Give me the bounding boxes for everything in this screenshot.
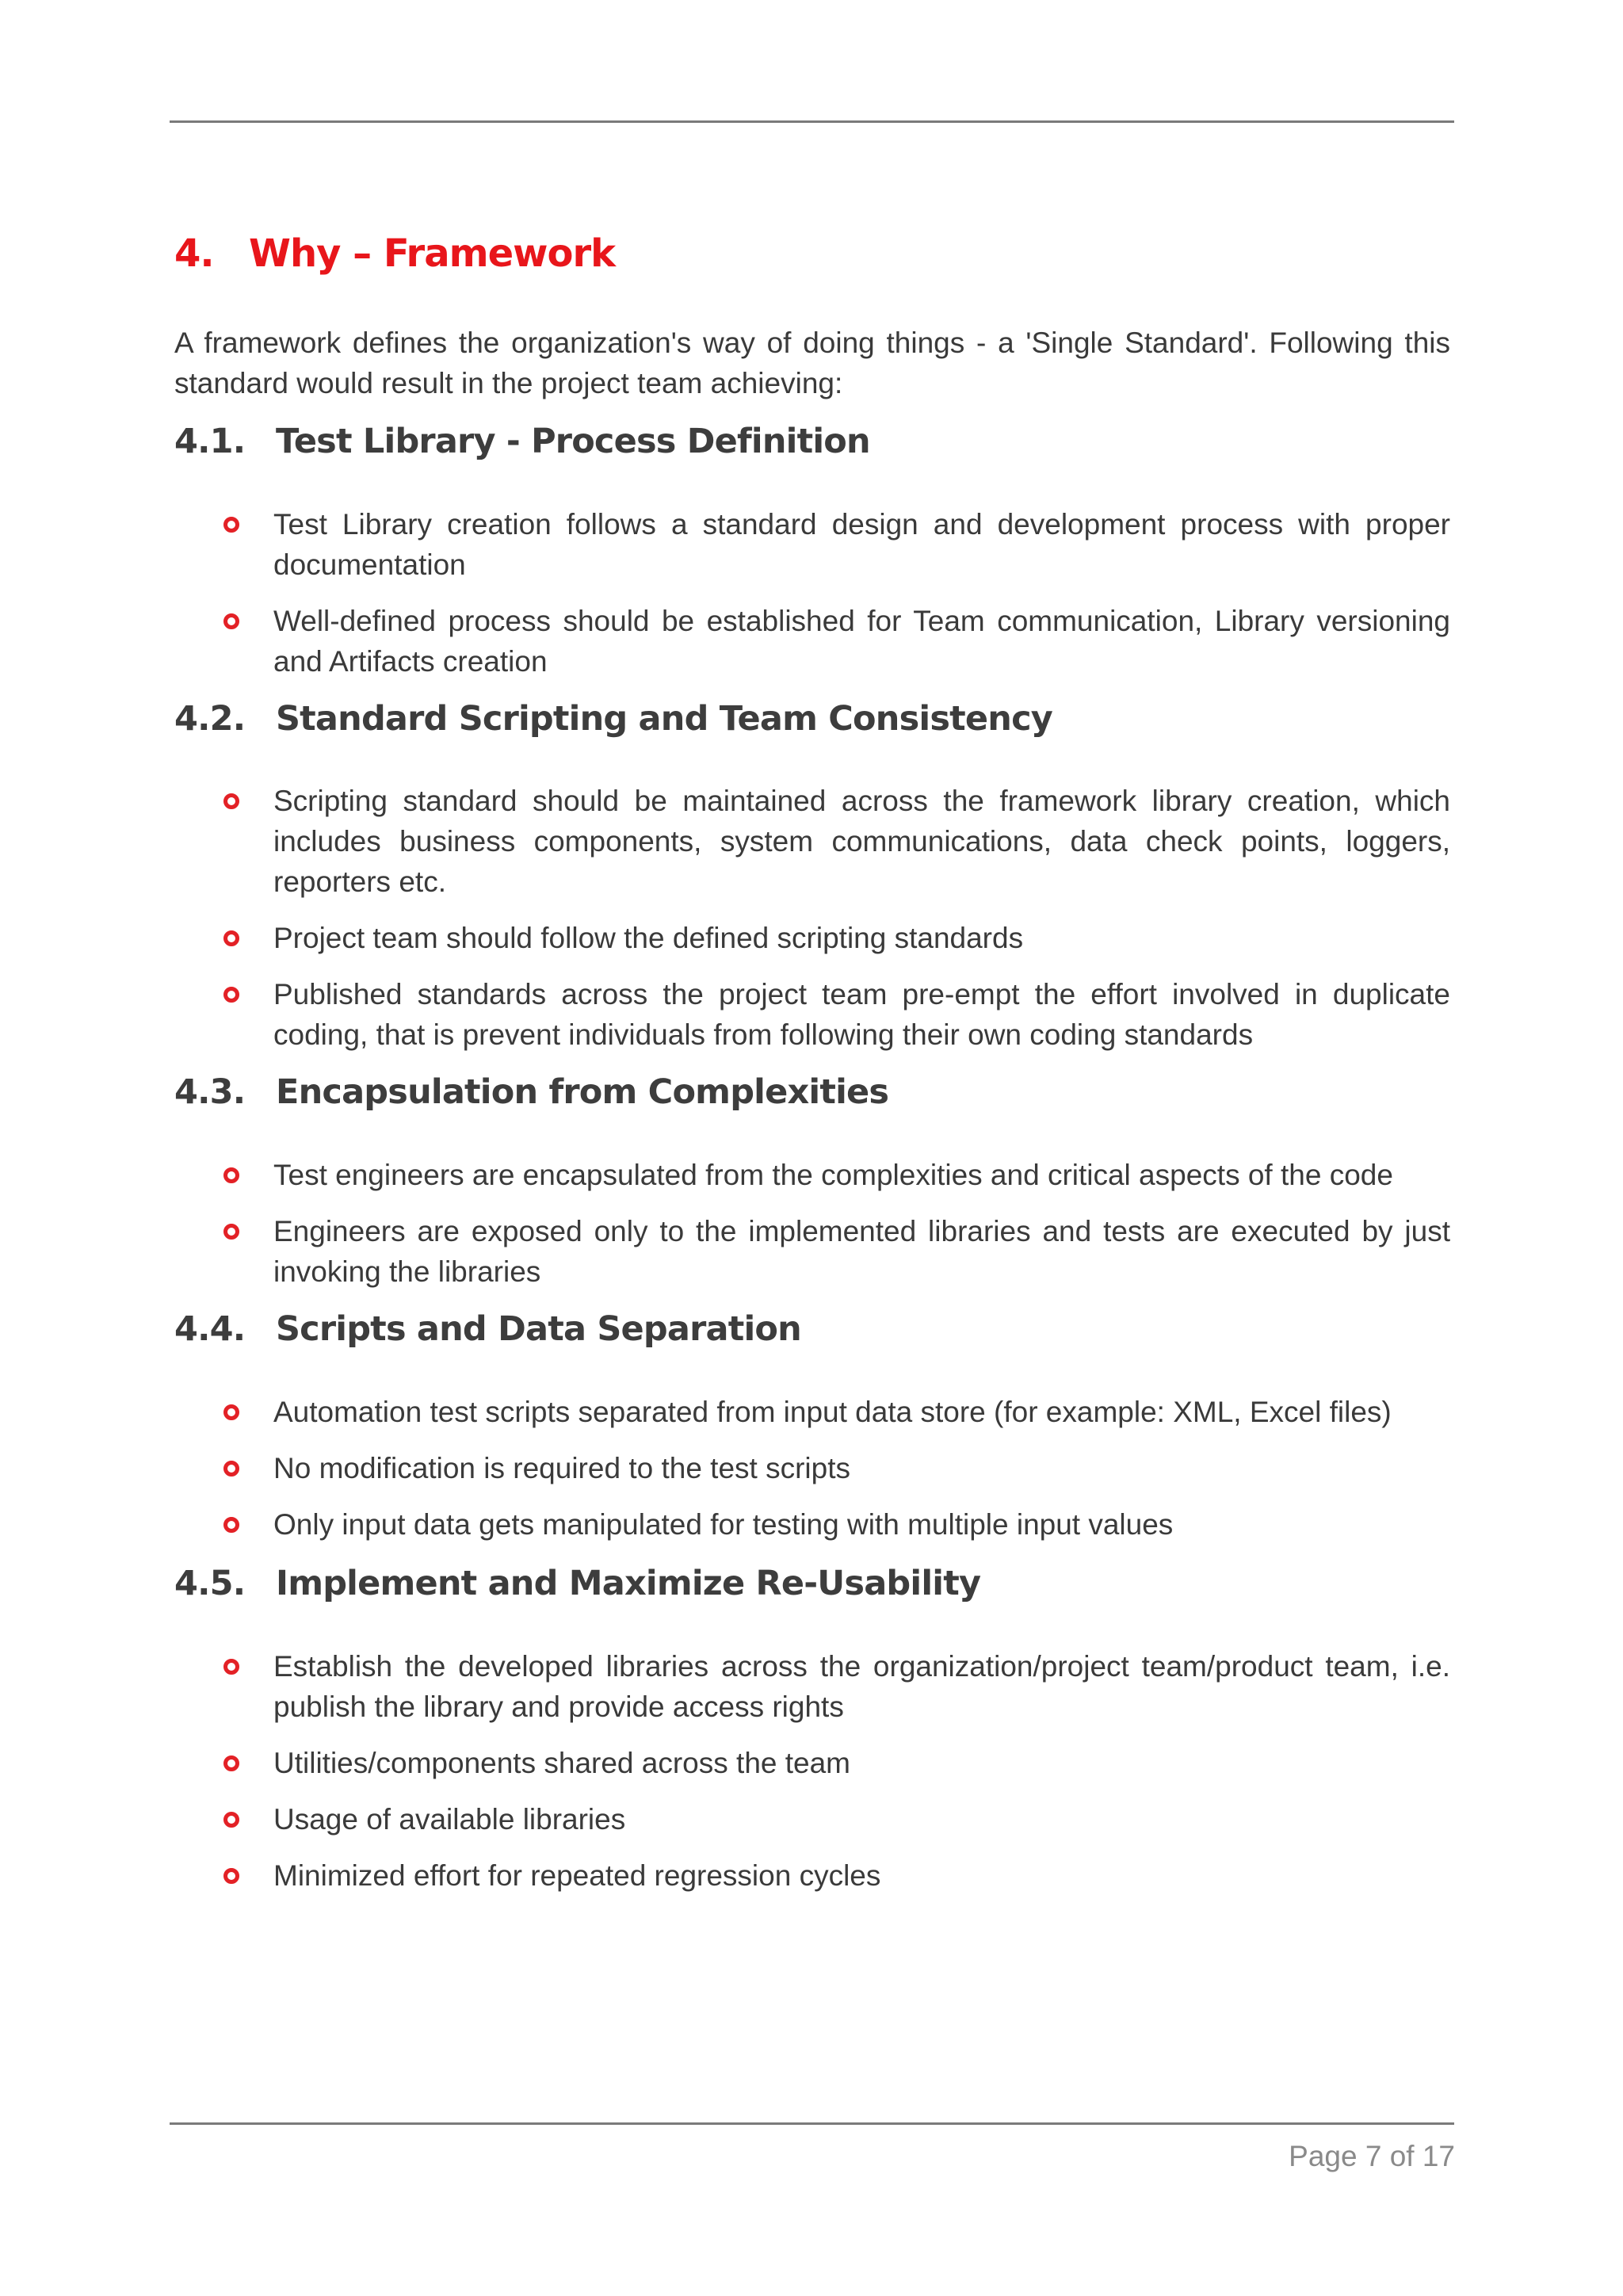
list-item-text: Project team should follow the defined scripting standards — [273, 922, 1024, 954]
ring-bullet-icon — [223, 930, 239, 946]
ring-bullet-icon — [223, 1659, 239, 1675]
subsection-title: Standard Scripting and Team Consistency — [276, 699, 1052, 739]
list-item-text: Utilities/components shared across the team — [273, 1747, 851, 1779]
footer-divider — [170, 2122, 1454, 2125]
subsection-heading — [174, 1309, 801, 1349]
list-item — [174, 1504, 1450, 1545]
list-item-text: Minimized effort for repeated regression cycles — [273, 1859, 881, 1892]
list-item — [174, 1211, 1450, 1292]
ring-bullet-icon — [223, 987, 239, 1003]
section-title: Why – Framework — [249, 231, 616, 276]
list-item-text: Establish the developed libraries across the organization/project team/product team, i.e. publish the library and provide access rights — [273, 1650, 1450, 1723]
ring-bullet-icon — [223, 1868, 239, 1884]
list-item — [174, 781, 1450, 902]
list-item — [174, 1448, 1450, 1488]
list-item — [174, 1392, 1450, 1432]
subsection-title: Implement and Maximize Re-Usability — [276, 1564, 981, 1603]
bullet-list — [174, 1155, 1450, 1308]
ring-bullet-icon — [223, 1404, 239, 1420]
subsection-number: 4.2. — [174, 699, 246, 739]
list-item-text: Published standards across the project team pre-empt the effort involved in duplicate coding, that is prevent individuals from following their own coding standards — [273, 978, 1450, 1051]
ring-bullet-icon — [223, 1167, 239, 1183]
section-heading — [174, 231, 615, 276]
bullet-list — [174, 1392, 1450, 1561]
ring-bullet-icon — [223, 1461, 239, 1477]
list-item — [174, 918, 1450, 958]
ring-bullet-icon — [223, 1812, 239, 1828]
page-number: Page 7 of 17 — [1289, 2140, 1455, 2172]
subsection-title: Scripts and Data Separation — [276, 1309, 801, 1349]
list-item-text: Usage of available libraries — [273, 1803, 626, 1836]
ring-bullet-icon — [223, 793, 239, 809]
list-item-text: Only input data gets manipulated for testing with multiple input values — [273, 1508, 1174, 1541]
subsection-title: Test Library - Process Definition — [276, 422, 870, 461]
subsection-title: Encapsulation from Complexities — [276, 1072, 889, 1112]
bullet-list — [174, 504, 1450, 697]
list-item — [174, 1743, 1450, 1783]
list-item — [174, 1646, 1450, 1727]
subsection-heading — [174, 699, 1052, 739]
ring-bullet-icon — [223, 613, 239, 629]
subsection-number: 4.3. — [174, 1072, 246, 1112]
list-item-text: Scripting standard should be maintained across the framework library creation, which includes business components, system communications, data check points, loggers, reporters etc. — [273, 785, 1450, 898]
ring-bullet-icon — [223, 1517, 239, 1533]
subsection-heading — [174, 422, 870, 461]
list-item — [174, 504, 1450, 585]
bullet-list — [174, 781, 1450, 1071]
subsection-number: 4.1. — [174, 422, 246, 461]
list-item-text: Engineers are exposed only to the implemented libraries and tests are executed by just invoking the libraries — [273, 1215, 1450, 1288]
list-item — [174, 1799, 1450, 1839]
list-item — [174, 1155, 1450, 1195]
subsection-number: 4.4. — [174, 1309, 246, 1349]
header-divider — [170, 120, 1454, 123]
list-item-text: Automation test scripts separated from input data store (for example: XML, Excel files) — [273, 1396, 1392, 1428]
list-item-text: Well-defined process should be established for Team communication, Library versioning and Artifacts creation — [273, 605, 1450, 678]
list-item-text: Test engineers are encapsulated from the complexities and critical aspects of the code — [273, 1159, 1393, 1191]
subsection-heading — [174, 1564, 980, 1603]
list-item — [174, 1855, 1450, 1896]
bullet-list — [174, 1646, 1450, 1912]
ring-bullet-icon — [223, 1755, 239, 1771]
list-item-text: No modification is required to the test scripts — [273, 1452, 850, 1484]
ring-bullet-icon — [223, 517, 239, 533]
subsection-number: 4.5. — [174, 1564, 246, 1603]
subsection-heading — [174, 1072, 888, 1112]
list-item-text: Test Library creation follows a standard design and development process with proper documentation — [273, 508, 1450, 581]
section-number: 4. — [174, 231, 214, 276]
list-item — [174, 974, 1450, 1055]
ring-bullet-icon — [223, 1224, 239, 1240]
section-intro: A framework defines the organization's way of doing things - a 'Single Standard'. Following this standard would result in the project team achieving: — [174, 327, 1450, 399]
list-item — [174, 601, 1450, 682]
